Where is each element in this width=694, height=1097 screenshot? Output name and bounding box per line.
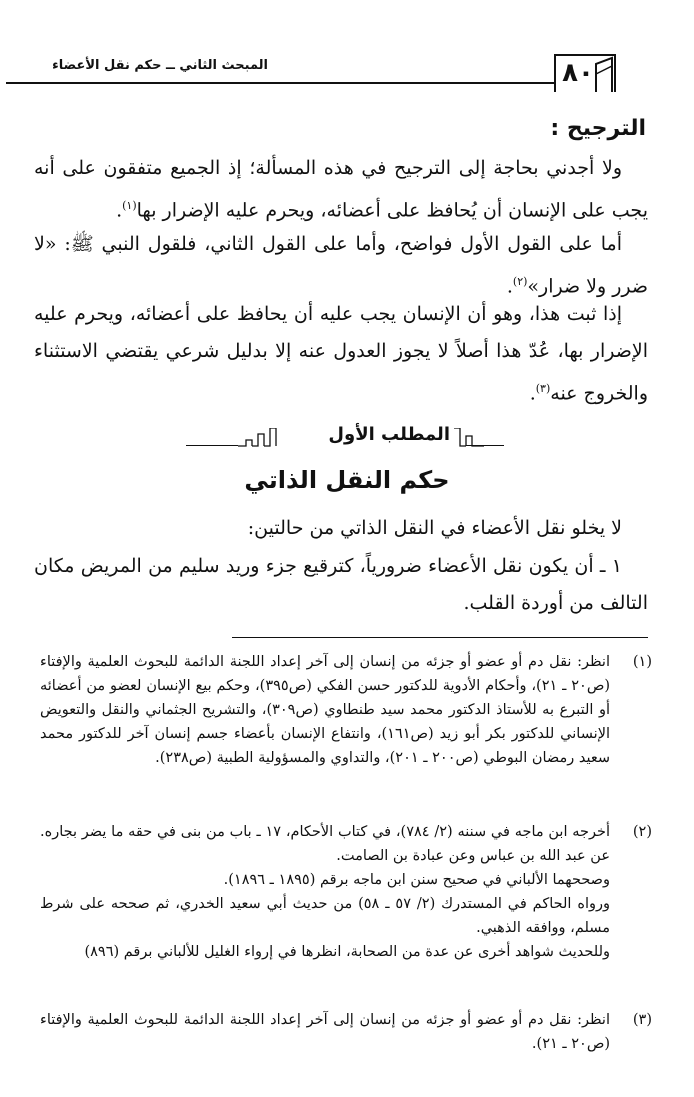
list-item-1: ١ ـ أن يكون نقل الأعضاء ضرورياً، كترقيع جزء وريد سليم من المريض مكان التالف من أوردة القلب.	[34, 555, 648, 614]
footnote-1: (١) انظر: نقل دم أو عضو أو جزئه من إنسان إلى آخر إعداد اللجنة الدائمة للبحوث العلمية والإفتاء (ص٢٠ ـ ٢١)، وأحكام الأدوية للدكتور حسن الفكي (ص٣٩٥)، وحكم بيع الإنسان لعضو من أعضائه أو التبرع به للأستاذ الدكتور محمد سيد طنطاوي (ص٣٠٩)، والتشريح الجثماني والنقل والتعويض الإنساني للدكتور بكر أبو زيد (ص١٦١)، وانتفاع الإنسان بأعضاء جسم إنسان آخر للدكتور محمد سعيد رمضان البوطي (ص٢٠٠ ـ ٢٠١)، والتداوي والمسؤولية الطبية (ص٢٣٨).	[40, 650, 650, 770]
footnote-rule	[232, 637, 648, 638]
footnote-2: (٢) أخرجه ابن ماجه في سننه (٢/ ٧٨٤)، في كتاب الأحكام، ١٧ ـ باب من بنى في حقه ما يضر بجاره. عن عبد الله بن عباس وعن عبادة بن الصامت. وصححهما الألباني في صحيح سنن ابن ماجه برقم (١٨٩٥ ـ ١٨٩٦). ورواه الحاكم في المستدرك (٢/ ٥٧ ـ ٥٨) من حديث أبي سعيد الخدري، ثم صححه على شرط مسلم، ووافقه الذهبي. وللحديث شواهد أخرى عن عدة من الصحابة، انظرها في إرواء الغليل للألباني برقم (٨٩٦)	[40, 820, 650, 964]
footnote-number: (٢)	[632, 824, 652, 840]
footnote-ref: (١)	[122, 199, 137, 212]
footnote-ref: (٢)	[512, 275, 528, 288]
footnote-3: (٣) انظر: نقل دم أو عضو أو جزئه من إنسان إلى آخر إعداد اللجنة الدائمة للبحوث العلمية والإفتاء (ص٢٠ ـ ٢١).	[40, 1008, 650, 1056]
paragraph-1: ولا أجدني بحاجة إلى الترجيح في هذه المسألة؛ إذ الجميع متفقون على أنه يجب على الإنسان أن يُحافظ على أعضائه، ويحرم عليه الإضرار بها$^{(١)}$.	[34, 157, 648, 222]
section-marker	[186, 424, 504, 458]
running-header-title: المبحث الثاني ــ حكم نقل الأعضاء	[52, 58, 268, 73]
page-number: ٨٠	[562, 58, 594, 88]
paragraph-3: إذا ثبت هذا، وهو أن الإنسان يجب عليه أن يحافظ على أعضائه، ويحرم عليه الإضرار بها، عُدّ هذا أصلاً لا يجوز العدول عنه إلا بدليل شرعي يقتضي الاستثناء والخروج عنه$^{(٣)}$.	[34, 303, 648, 405]
page-corner-ornament-icon	[594, 56, 614, 92]
tarjih-heading: الترجيح :	[550, 116, 646, 141]
footnote-number: (٣)	[632, 1012, 652, 1028]
section-rule-left	[186, 445, 238, 446]
header-rule	[6, 82, 554, 84]
section-title: حكم النقل الذاتي	[244, 466, 450, 494]
bars-ornament-icon	[238, 428, 278, 448]
section-label: المطلب الأول	[328, 424, 450, 445]
paragraph-2: أما على القول الأول فواضح، وأما على القول الثاني، فلقول النبي ﷺ: «لا ضرر ولا ضرار»$^{(٢)}$.	[34, 233, 648, 298]
footnote-ref: (٣)	[535, 382, 551, 395]
page-number-box	[554, 54, 616, 92]
footnote-number: (١)	[632, 654, 652, 670]
section-rule-right	[466, 445, 504, 446]
intro-paragraph: لا يخلو نقل الأعضاء في النقل الذاتي من حالتين:	[247, 517, 622, 539]
